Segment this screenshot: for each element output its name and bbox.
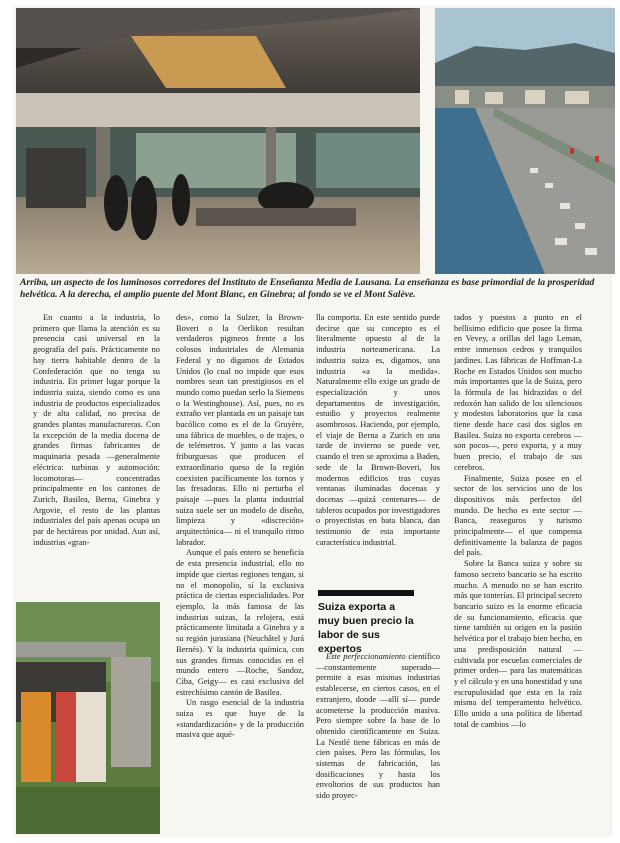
paragraph: tados y puestos a punto en el bellísimo edificio que posee la firma en Vevey, a orillas del lago Leman, entre inmensos cedros y tranquilos jardines. Las fábricas de Hoffman-La Roche en Estados Unidos son mucho más importantes que la de Suiza, pero la fórmula de las hidrazidas o del redoxón han salido de los silenciosos y modestos laboratorios que la casa tiene desde hace casi dos siglos en Basilea. Suiza no exporta cerebros —son pocos—, pero exporta, y a muy buen precio, el trabajo de sus cerebros. bbox=[454, 313, 582, 472]
text-column-3 bbox=[316, 313, 440, 548]
italic-lead: Este perfeccionamiento bbox=[326, 652, 406, 661]
paragraph-text: científico —constantemente superado— permite a esas mismas industrias establecerse, en ciertos casos, en el extranjero, donde —allí sí— puede acometerse la producción masiva. Pero siempre sobre la base de lo obtenido científicamente en Suiza. La Nestlé tiene fábricas en más de cien países. Pero las fórmulas, los sistemas de fabricación, las dosificaciones y hasta los envoltorios de sus productos han sido proyec- bbox=[316, 652, 440, 801]
building-illustration bbox=[16, 602, 160, 834]
corridor-photo bbox=[16, 8, 420, 274]
paragraph: Aunque el país entero se beneficia de esta presencia industrial, ello no impide que ciertas regiones tengan, si no el monopolio, sí la exclusiva práctica de ciertas especialidades. Por ejemplo, la más famosa de las industrias suizas, la relojera, está prácticamente limitada a Ginebra y a su región jurasiana (Neuchâtel y Jurá Bernés). Y la industria química, con sus grandes firmas conocidas en el mundo entero —Roche, Sandoz, Ciba, Geigy— es casi exclusiva del estrechísimo cantón de Basilea. bbox=[176, 548, 304, 697]
paragraph: Un rasgo esencial de la industria suiza es que huye de la «standardización» y de la producción masiva que aqué- bbox=[176, 698, 304, 740]
bridge-photo bbox=[435, 8, 615, 274]
paragraph: lla comporta. En este sentido puede decirse que su concepto es el literalmente opuesto al de la industria norteamericana. La industria suiza es, digamos, una industria «a la medida». Naturalmente ello exige un grado de especialización y unos departamentos de investigación, estudio y proyectos realmente asombrosos. Haciendo, por ejemplo, el viaje de Berna a Zurich en una tarde de invierno se puede ver, cuando el tren se aproxima a Baden, sede de la Brown-Boveri, los modernos edificios tras cuyas ventanas iluminadas docenas y docenas —quizá centenares— de tableros ocupados por investigadores o proyectistas en bata blanca, dan testimonio de esta importante característica industrial. bbox=[316, 313, 440, 547]
paragraph: En cuanto a la industria, lo primero que llama la atención es su presencia casi universal en la geografía del país. Prácticamente no hay tierra habitable dentro de la Confederación que no tenga su industria. En primer lugar porque la industria suiza, siendo como es una industria de productos especializados y de alta calidad, no precisa de grandes plantas manufactureras. Con la excepción de la media docena de grandes firmas fabricantes de maquinaria pesada —generalmente eléctrica: turbinas y automoción: locomotoras— concentradas principalmente en los cantones de Zurich, Basilea, Berna, Ginebra y Argovie, el resto de las plantas industriales del país apenas ocupa un par de hectáreas por unidad. Aun así, industrias «gran- bbox=[33, 313, 160, 547]
photo-caption: Arriba, un aspecto de los luminosos corredores del Instituto de Enseñanza Media de Lausana. La enseñanza es base primordial de la prosperidad helvética. A la derecha, el amplio puente del Mont Blanc, en Ginebra; al fondo se ve el Mont Salève. bbox=[20, 277, 595, 300]
paragraph: des», como la Sulzer, la Brown-Boveri o la Oerlikon resultan verdaderos pigmeos frente a los colosos industriales de Alemania Federal y no digamos de Estados Unidos (lo cual no impide que esos nombres sean tan prestigiosos en el mundo como puedan serlo la Siemens o la Westinghouse). Así, pues, no es extraño ver plantada en un paisaje tan bucólico como es el de la Gruyère, una fábrica de muebles, o de trajes, o de telémetros. Y junto a las vacas friburguesas que producen el extraordinario queso de la región coexisten pacíficamente los tornos y las fresadoras. Ello ni perturba el paisaje —pues la planta industrial suiza suele ser un modelo de diseño, limpieza y «discreción» arquitectónica— ni el tranquilo ritmo labrador. bbox=[176, 313, 304, 547]
paragraph bbox=[316, 652, 440, 802]
paragraph: Finalmente, Suiza posee en el sector de los servicios uno de los dispositivos más perfectos del mundo. De hecho es este sector —Banca, reaseguros y turismo principalmente— el que compensa definitivamente la balanza de pagos del país. bbox=[454, 473, 582, 558]
text-column-2 bbox=[176, 313, 304, 741]
text-column-1 bbox=[33, 313, 160, 548]
subheading: Suiza exporta a muy buen precio la labor de sus expertos bbox=[318, 601, 414, 655]
corridor-illustration bbox=[16, 8, 420, 274]
paragraph: Sobre la Banca suiza y sobre su famoso secreto bancario se ha escrito mucho. A menudo no se han escrito más que tonterías. El principal secreto bancario suizo es la enorme eficacia de su funcionamiento, eficacia que tiene también su origen en la pasión helvética por el trabajo bien hecho, en una predisposición natural —cultivada por escuelas comerciales de primer orden— para las matemáticas y el cálculo y en una honestidad y una escrupulosidad que esta en la raíz misma del temperamento helvético. Ello unido a una política de libertad total de cambios —lo bbox=[454, 559, 582, 729]
text-column-3-bottom bbox=[316, 652, 440, 802]
text-column-4 bbox=[454, 313, 582, 730]
subheading-rule bbox=[318, 590, 414, 596]
building-photo bbox=[16, 602, 160, 834]
bridge-illustration bbox=[435, 8, 615, 274]
